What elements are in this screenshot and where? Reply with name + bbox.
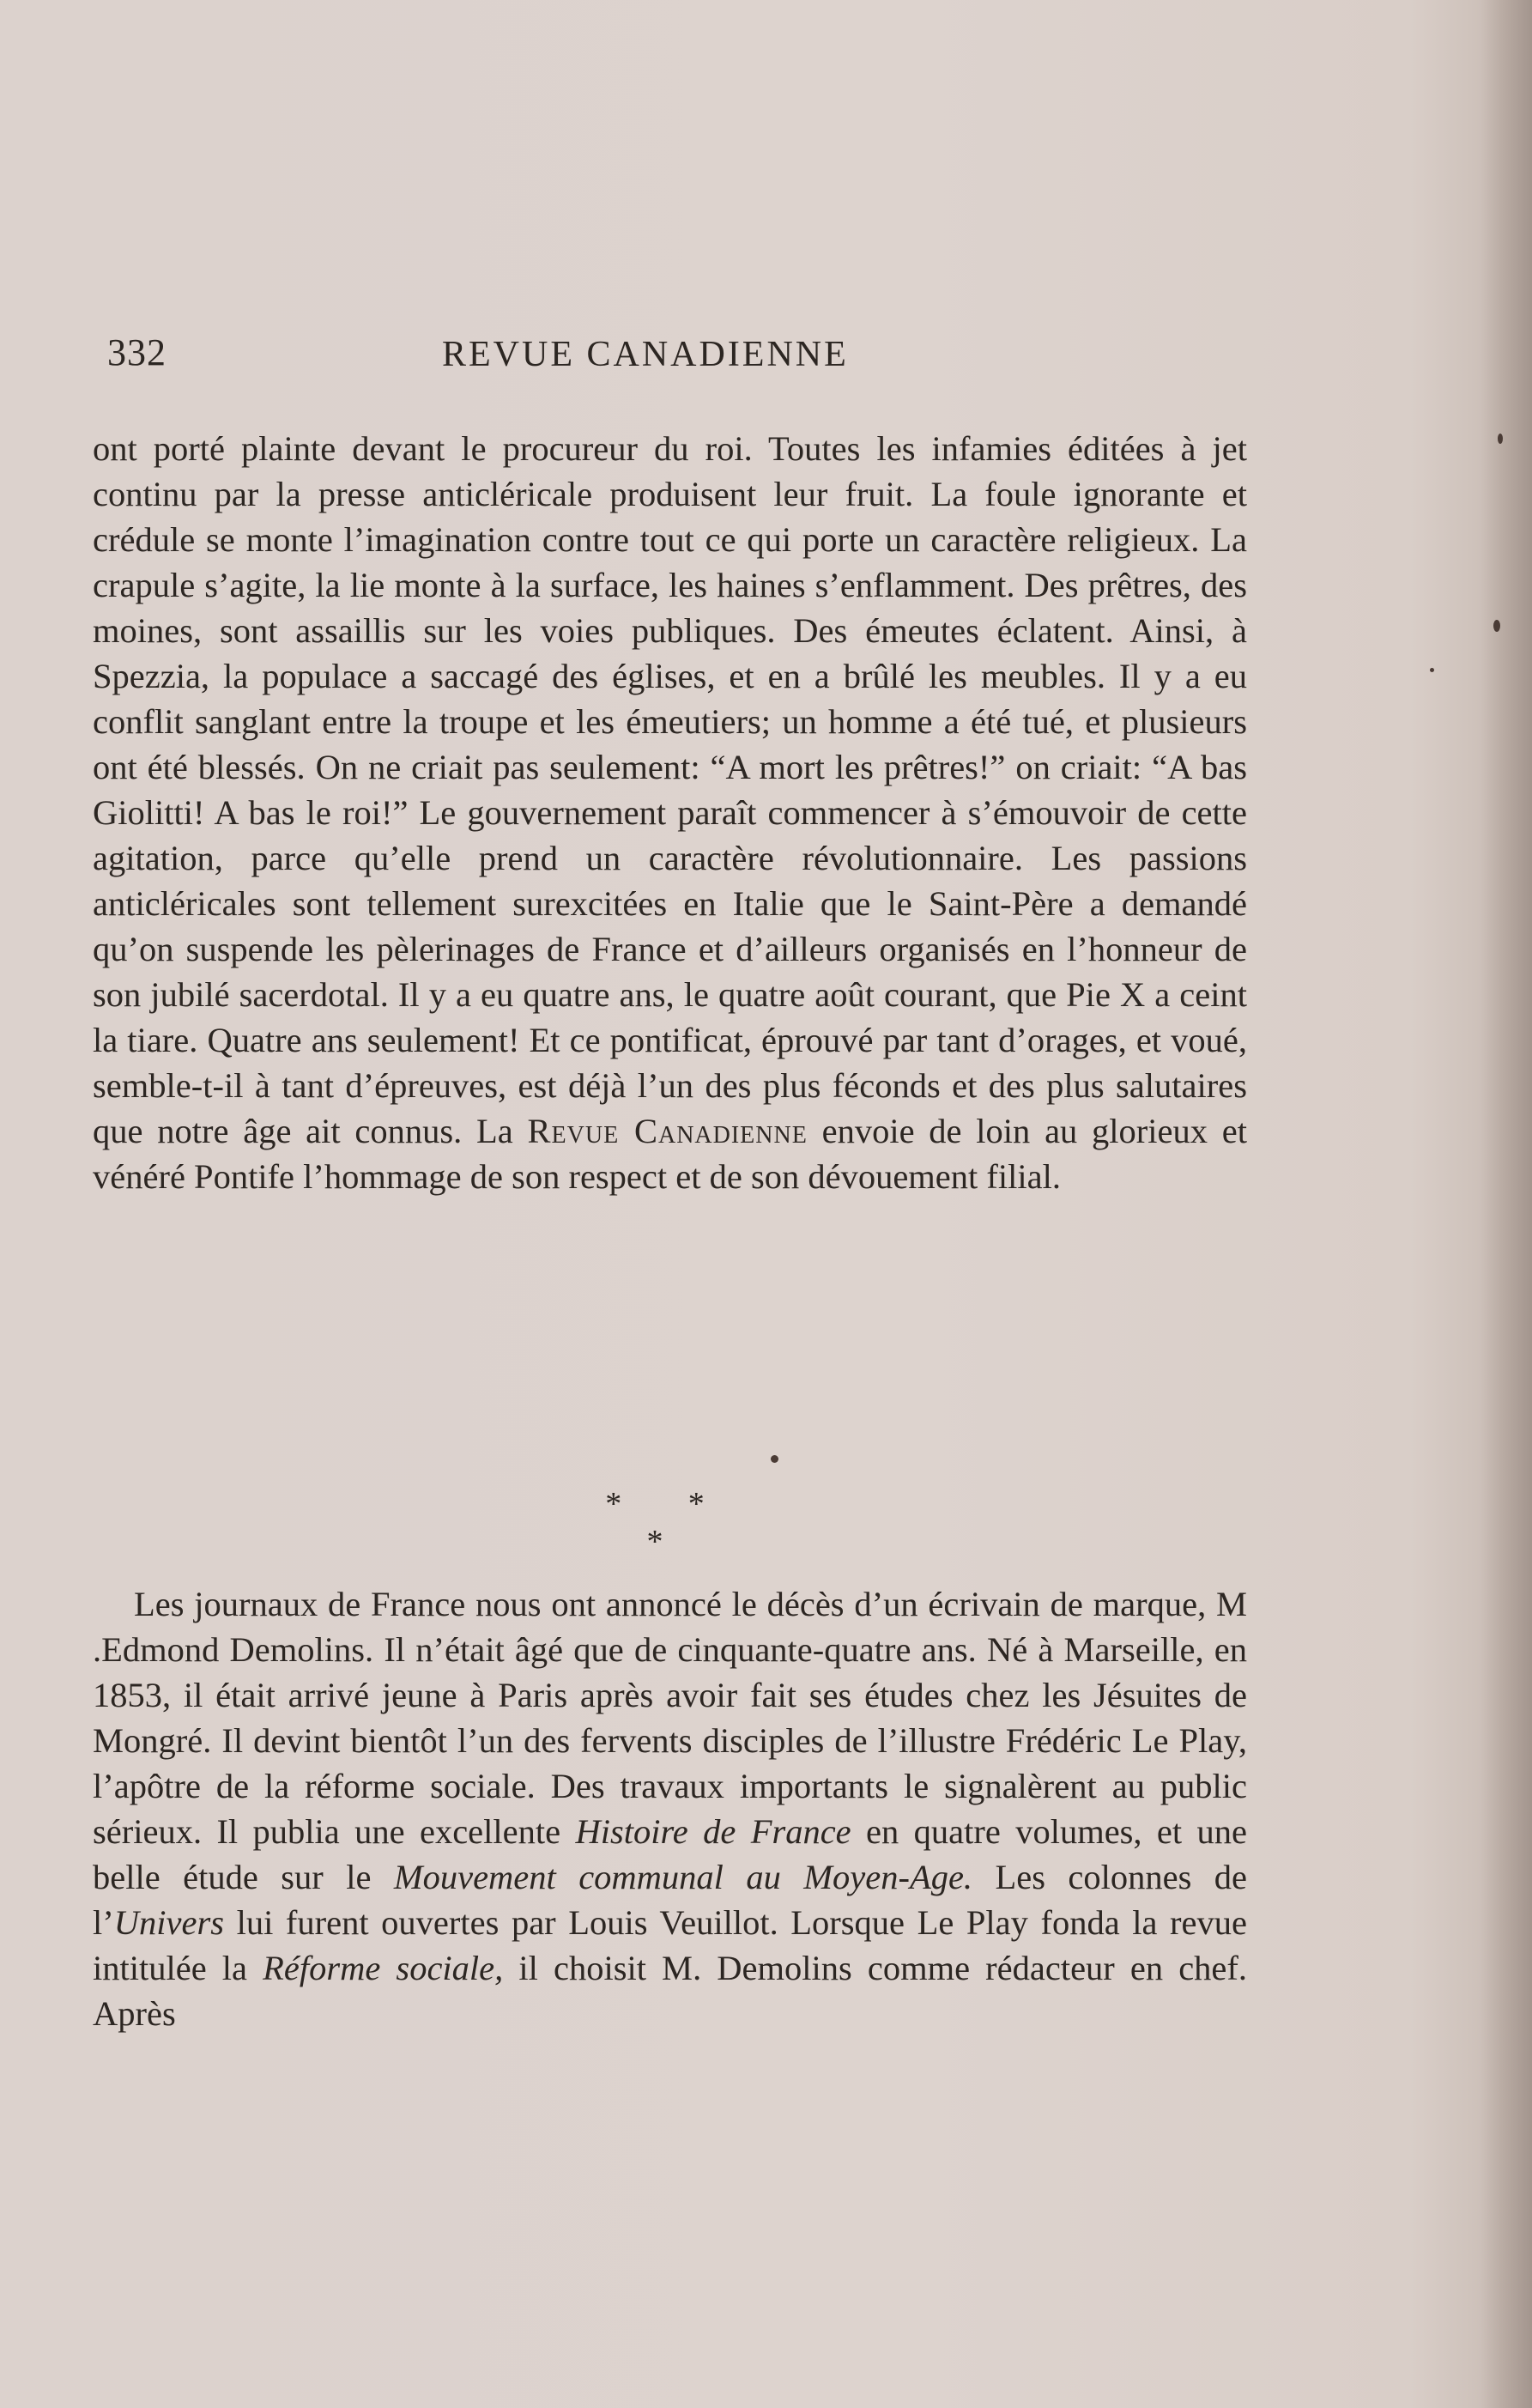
paragraph-italy-anticlericalism (93, 426, 1247, 1199)
paragraph-text-part: il choisit M. Demolins comme rédacteur en chef. Après (93, 1949, 1248, 2033)
section-separator: * * * (605, 1486, 734, 1560)
ink-speck (771, 1455, 778, 1463)
book-title: Histoire de France (575, 1812, 851, 1851)
page-header (107, 331, 1249, 382)
ink-speck (1498, 434, 1503, 444)
paragraph-text-part: envoie de loin au glorieux et vénéré Pontife l’hommage de son respect et de son dévouement filial. (93, 1112, 1248, 1196)
paragraph-text-part: Les colonnes de l’ (93, 1858, 1248, 1942)
paragraph-demolins-obituary (93, 1581, 1247, 2036)
paragraph-text (93, 426, 1247, 1199)
paragraph-text (93, 1581, 1247, 2036)
paragraph-text-part: ont porté plainte devant le procureur du roi. Toutes les infamies éditées à jet continu par la presse anticléricale produisent leur fruit. La foule ignorante et crédule se monte l’imagination contre tout ce qui porte un caractère religieux. La crapule s’agite, la lie monte à la surface, les haines s’enflamment. Des prêtres, des moines, sont assaillis sur les voies publiques. Des émeutes éclatent. Ainsi, à Spezzia, la populace a saccagé des églises, et en a brûlé les meubles. Il y a eu conflit sanglant entre la troupe et les émeutiers; un homme a été tué, et plusieurs ont été blessés. On ne criait pas seulement: “A mort les prêtres!” on criait: “A bas Giolitti! A bas le roi!” Le gouvernement paraît commencer à s’émouvoir de cette agitation, parce qu’elle prend un caractère révolutionnaire. Les passions anticléricales sont tellement surexcitées en Italie que le Saint-Père a demandé qu’on suspende les pèlerinages de France et d’ailleurs organisés en l’honneur de son jubilé sacerdotal. Il y a eu quatre ans, le quatre août courant, que Pie X a ceint la tiare. Quatre ans seulement! Et ce pontificat, éprouvé par tant d’orages, et voué, semble-t-il à tant d’épreuves, est déjà l’un des plus féconds et des plus salutaires que notre âge ait connus. La (93, 429, 1247, 1150)
revue-name: Revue Canadienne (527, 1112, 808, 1150)
ink-speck (1493, 620, 1500, 632)
page-edge-shadow (1481, 0, 1532, 2408)
book-title: Mouvement communal au Moyen-Age. (393, 1858, 973, 1896)
paragraph-text-part: lui furent ouvertes par Louis Veuillot. Lorsque Le Play fonda la revue intitulée la (93, 1903, 1247, 1987)
ink-speck (1430, 668, 1434, 672)
journal-title: Univers (113, 1903, 224, 1942)
journal-title: Réforme sociale, (263, 1949, 504, 1987)
paragraph-text-part: Les journaux de France nous ont annoncé le décès d’un écrivain de marque, M .Edmond Demolins. Il n’était âgé que de cinquante-quatre ans. Né à Marseille, en 1853, il était arrivé jeune à Paris après avoir fait ses études chez les Jésuites de Mongré. Il devint bientôt l’un des fervents disciples de l’illustre Frédéric Le Play, l’apôtre de la réforme sociale. Des travaux importants le signalèrent au public sérieux. Il publia une excellente (93, 1585, 1247, 1851)
page-number: 332 (107, 331, 167, 373)
running-title: REVUE CANADIENNE (442, 335, 849, 374)
paragraph-text-part: en quatre volumes, et une belle étude sur le (93, 1812, 1247, 1896)
